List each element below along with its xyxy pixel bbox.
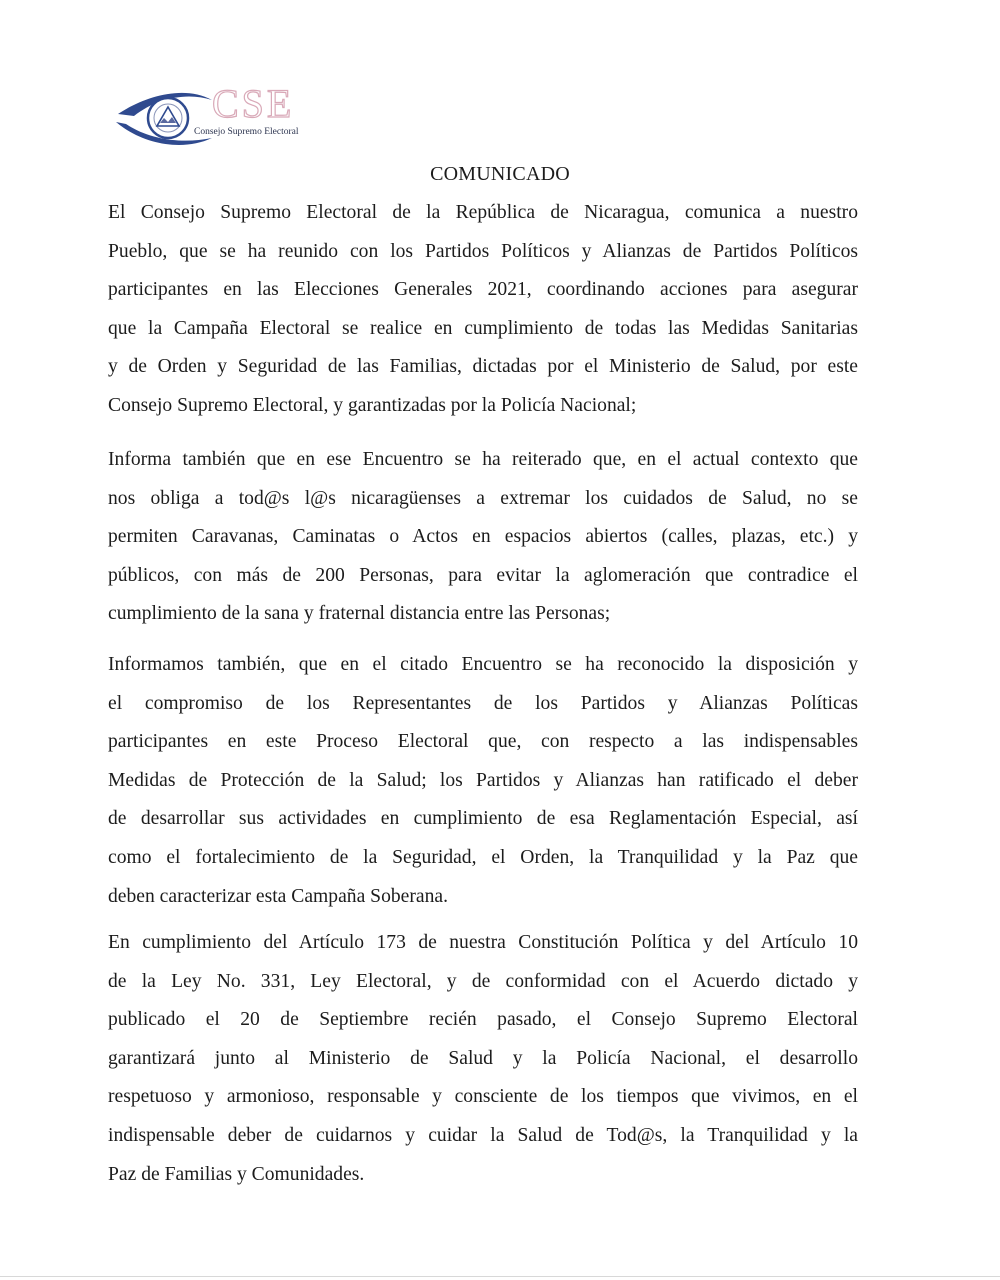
text-line: El Consejo Supremo Electoral de la República de Nicaragua, comunica a nuestro xyxy=(108,202,858,223)
text-line: públicos, con más de 200 Personas, para evitar la aglomeración que contradice el xyxy=(108,564,858,586)
paragraph-3 xyxy=(108,646,858,916)
text-line: como el fortalecimiento de la Seguridad, el Orden, la Tranquilidad y la Paz que xyxy=(108,846,858,868)
text-line: Paz de Familias y Comunidades. xyxy=(108,1163,365,1185)
text-line: cumplimiento de la sana y fraternal distancia entre las Personas; xyxy=(108,603,611,625)
text-line: Consejo Supremo Electoral, y garantizadas por la Policía Nacional; xyxy=(108,394,637,416)
text-line: Medidas de Protección de la Salud; los Partidos y Alianzas han ratificado el deber xyxy=(108,769,858,791)
paragraph-4 xyxy=(108,924,858,1194)
text-line: y de Orden y Seguridad de las Familias, dictadas por el Ministerio de Salud, por este xyxy=(108,356,858,378)
logo-letters: CSE xyxy=(212,81,295,126)
text-line: permiten Caravanas, Caminatas o Actos en espacios abiertos (calles, plazas, etc.) y xyxy=(108,526,858,548)
document-title: COMUNICADO xyxy=(430,163,570,185)
text-line: indispensable deber de cuidarnos y cuidar la Salud de Tod@s, la Tranquilidad y la xyxy=(108,1124,858,1146)
text-line: que la Campaña Electoral se realice en cumplimiento de todas las Medidas Sanitarias xyxy=(108,317,858,339)
text-line: nos obliga a tod@s l@s nicaragüenses a extremar los cuidados de Salud, no se xyxy=(108,487,858,509)
page-edge-divider xyxy=(0,1276,1000,1277)
text-line: el compromiso de los Representantes de los Partidos y Alianzas Políticas xyxy=(108,692,858,714)
text-line: publicado el 20 de Septiembre recién pasado, el Consejo Supremo Electoral xyxy=(108,1009,858,1031)
paragraph-2 xyxy=(108,441,858,634)
nicaragua-seal-icon xyxy=(112,82,222,158)
text-line: Pueblo, que se ha reunido con los Partidos Políticos y Alianzas de Partidos Políticos xyxy=(108,240,858,262)
logo-caption: Consejo Supremo Electoral xyxy=(194,127,299,137)
text-line: participantes en este Proceso Electoral que, con respecto a las indispensables xyxy=(108,731,858,753)
text-line: Informa también que en ese Encuentro se ha reiterado que, en el actual contexto que xyxy=(108,449,858,470)
text-line: participantes en las Elecciones Generales 2021, coordinando acciones para asegurar xyxy=(108,279,858,301)
text-line: respetuoso y armonioso, responsable y consciente de los tiempos que vivimos, en el xyxy=(108,1086,858,1108)
text-line: Informamos también, que en el citado Encuentro se ha reconocido la disposición y xyxy=(108,654,858,675)
cse-logo xyxy=(112,82,342,158)
text-line: garantizará junto al Ministerio de Salud y la Policía Nacional, el desarrollo xyxy=(108,1047,858,1069)
text-line: En cumplimiento del Artículo 173 de nuestra Constitución Política y del Artículo 10 xyxy=(108,932,858,953)
text-line: de desarrollar sus actividades en cumplimiento de esa Reglamentación Especial, así xyxy=(108,808,858,830)
paragraph-1 xyxy=(108,194,858,426)
text-line: deben caracterizar esta Campaña Soberana. xyxy=(108,885,448,907)
text-line: de la Ley No. 331, Ley Electoral, y de conformidad con el Acuerdo dictado y xyxy=(108,970,858,992)
